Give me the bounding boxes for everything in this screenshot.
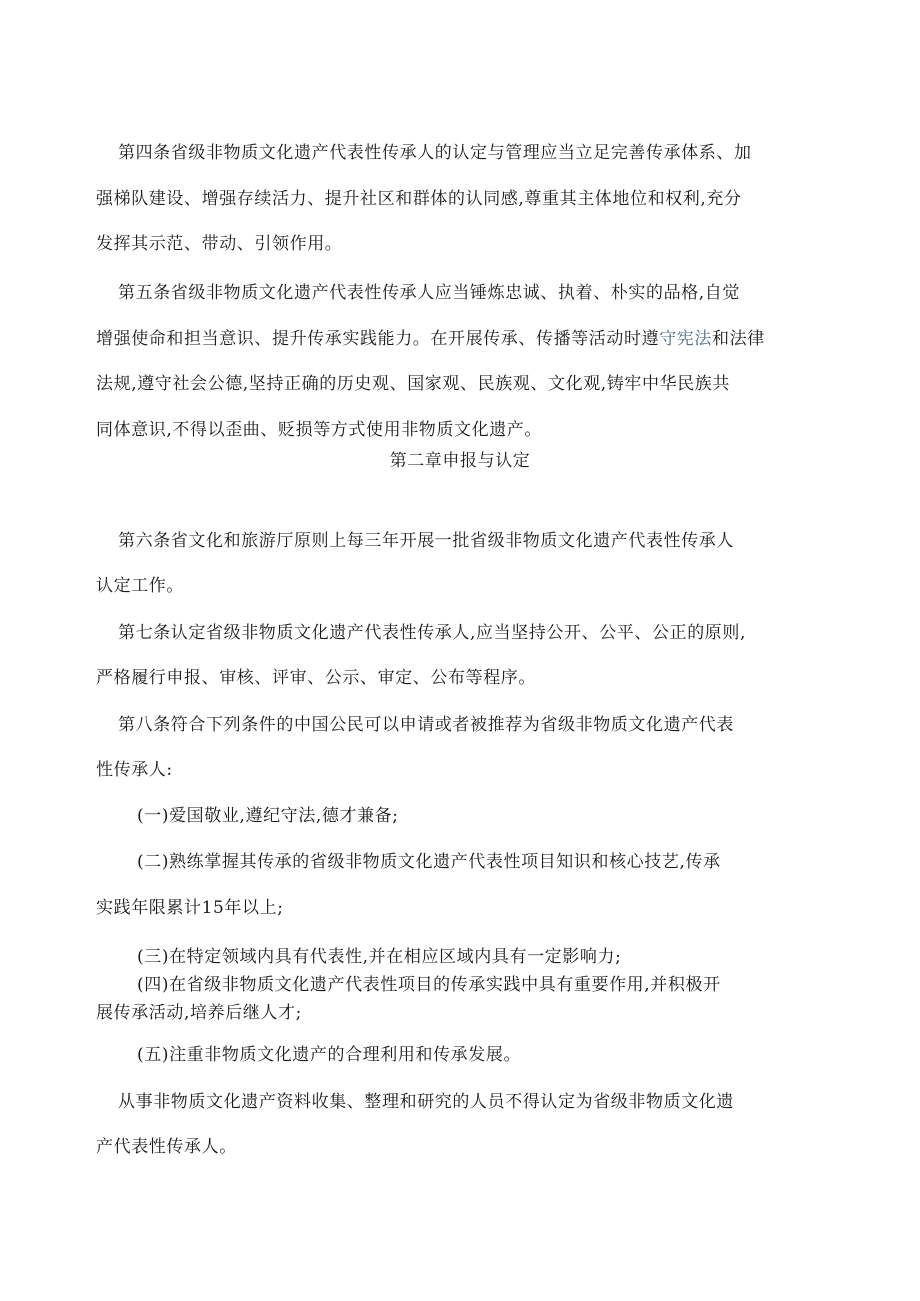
article-8-line-2: 性传承人: [96,760,173,780]
condition-item-2-line-1: (二)熟练掌握其传承的省级非物质文化遗产代表性项目知识和核心技艺,传承 [137,852,721,872]
closing-line-1: 从事非物质文化遗产资料收集、整理和研究的人员不得认定为省级非物质文化遗 [118,1092,734,1112]
article-6-line-2: 认定工作。 [96,576,184,596]
article-7-line-2: 严格履行申报、审核、评审、公示、审定、公布等程序。 [96,668,536,688]
article-5-line-2 [96,329,765,349]
article-5-line-2-text-b: 和法律 [712,329,765,349]
article-8-line-1: 第八条符合下列条件的中国公民可以申请或者被推荐为省级非物质文化遗产代表 [118,715,734,735]
condition-item-3: (三)在特定领域内具有代表性,并在相应区域内具有一定影响力; [137,947,622,967]
condition-item-1: (一)爱国敬业,遵纪守法,德才兼备; [137,806,399,826]
article-4-line-2: 强梯队建设、增强存续活力、提升社区和群体的认同感,尊重其主体地位和权利,充分 [96,189,742,209]
closing-line-2: 产代表性传承人。 [96,1137,237,1157]
article-5-line-4: 同体意识,不得以歪曲、贬损等方式使用非物质文化遗产。 [96,420,543,440]
constitution-link[interactable]: 守宪法 [659,329,713,349]
condition-item-4-line-2: 展传承活动,培养后继人才; [96,1003,302,1023]
condition-item-4-line-1: (四)在省级非物质文化遗产代表性项目的传承实践中具有重要作用,并积极开 [137,975,721,995]
article-4-line-3: 发挥其示范、带动、引领作用。 [96,234,343,254]
condition-item-5: (五)注重非物质文化遗产的合理利用和传承发展。 [137,1045,522,1065]
article-4-line-1: 第四条省级非物质文化遗产代表性传承人的认定与管理应当立足完善传承体系、加 [118,143,752,163]
article-5-line-3: 法规,遵守社会公德,坚持正确的历史观、国家观、民族观、文化观,铸牢中华民族共 [96,374,731,394]
chapter-2-heading: 第二章申报与认定 [389,451,531,471]
article-6-line-1: 第六条省文化和旅游厅原则上每三年开展一批省级非物质文化遗产代表性传承人 [118,531,734,551]
condition-item-2-line-2: 实践年限累计15年以上; [96,898,284,918]
article-5-line-2-text-a: 增强使命和担当意识、提升传承实践能力。在开展传承、传播等活动时遵 [96,329,660,349]
article-7-line-1: 第七条认定省级非物质文化遗产代表性传承人,应当坚持公开、公平、公正的原则, [118,623,747,643]
article-5-line-1: 第五条省级非物质文化遗产代表性传承人应当锤炼忠诚、执着、朴实的品格,自觉 [118,283,741,303]
